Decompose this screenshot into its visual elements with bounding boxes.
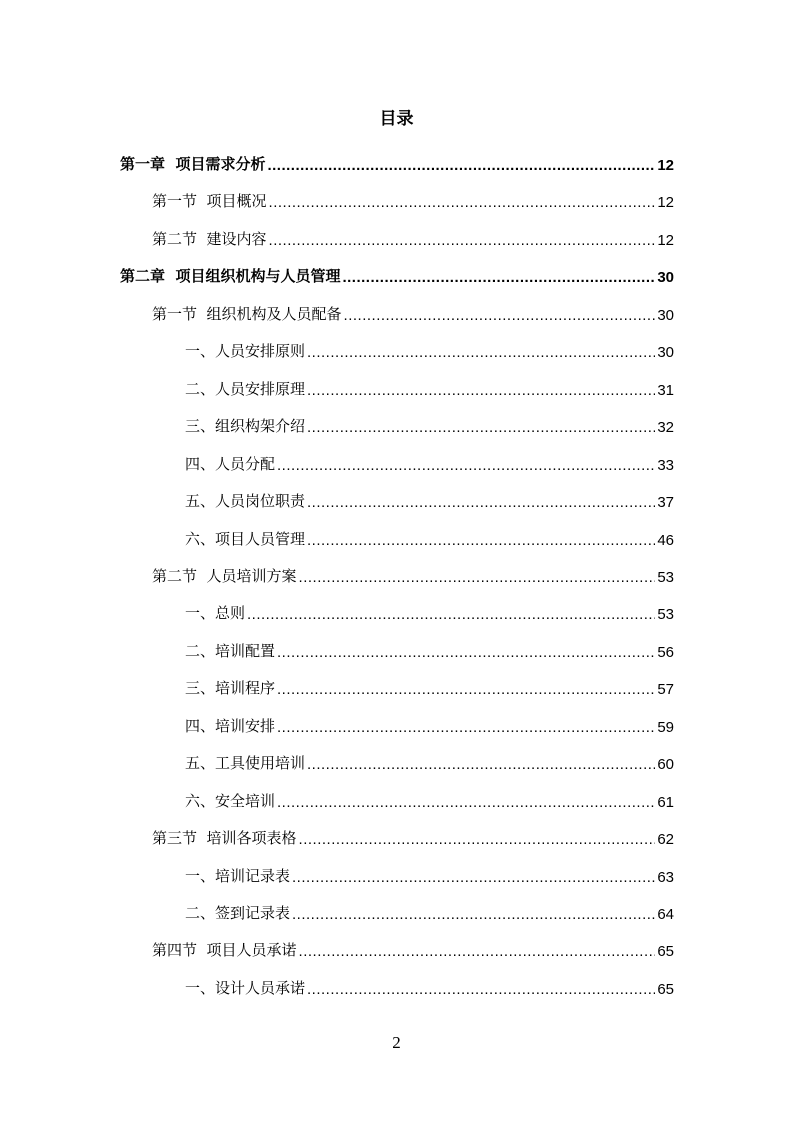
toc-entry-label: 六、安全培训 (185, 791, 276, 810)
toc-entry-page: 62 (657, 831, 674, 849)
toc-entry-label: 五、人员岗位职责 (185, 492, 306, 511)
toc-entry-label: 三、组织构架介绍 (185, 417, 306, 436)
toc-entry-label: 一、培训记录表 (185, 866, 291, 885)
dot-leader (307, 532, 655, 549)
toc-section-entry[interactable] (152, 822, 674, 848)
toc-entry-page: 53 (657, 606, 674, 624)
toc-subsection-entry[interactable] (185, 335, 674, 361)
dot-leader (269, 194, 656, 211)
dot-leader (277, 457, 655, 474)
toc-entry-label: 第一章 项目需求分析 (120, 155, 266, 173)
toc-subsection-entry[interactable] (185, 710, 674, 736)
toc-entry-label: 四、人员分配 (185, 454, 276, 473)
toc-subsection-entry[interactable] (185, 373, 674, 399)
toc-entry-page: 31 (657, 381, 674, 399)
toc-subsection-entry[interactable] (185, 897, 674, 923)
dot-leader (344, 307, 656, 324)
dot-leader (299, 831, 656, 848)
dot-leader (277, 681, 655, 698)
toc-entry-page: 64 (657, 906, 674, 923)
toc-section-entry[interactable] (152, 298, 674, 324)
toc-entry-page: 30 (657, 269, 674, 287)
dot-leader (277, 794, 655, 811)
toc-entry-label: 四、培训安排 (185, 716, 276, 735)
toc-entry-label: 第三节 培训各项表格 (152, 829, 297, 848)
toc-entry-page: 37 (657, 494, 674, 512)
dot-leader (292, 869, 655, 886)
dot-leader (342, 269, 655, 286)
toc-section-entry[interactable] (152, 934, 674, 960)
toc-subsection-entry[interactable] (185, 747, 674, 773)
toc-title: 目录 (379, 109, 414, 129)
toc-chapter-entry[interactable] (120, 148, 674, 174)
dot-leader (307, 344, 655, 361)
toc-entry-label: 二、培训配置 (185, 641, 276, 660)
toc-section-entry[interactable] (152, 185, 674, 211)
toc-subsection-entry[interactable] (185, 972, 674, 998)
toc-subsection-entry[interactable] (185, 523, 674, 549)
toc-entry-page: 63 (657, 868, 674, 886)
toc-entry-label: 第二节 人员培训方案 (152, 566, 297, 585)
dot-leader (277, 644, 655, 661)
dot-leader (299, 943, 656, 960)
toc-entry-page: 60 (657, 756, 674, 774)
toc-entry-label: 一、人员安排原则 (185, 342, 306, 361)
toc-entry-page: 12 (657, 157, 674, 174)
dot-leader (307, 756, 655, 773)
toc-chapter-entry[interactable] (120, 260, 674, 286)
toc-subsection-entry[interactable] (185, 635, 674, 661)
dot-leader (269, 232, 656, 249)
toc-section-entry[interactable] (152, 560, 674, 586)
toc-entry-page: 30 (657, 344, 674, 362)
toc-entry-page: 32 (657, 419, 674, 437)
toc-entry-label: 二、人员安排原理 (185, 379, 306, 398)
dot-leader (267, 157, 655, 174)
toc-entry-page: 59 (657, 718, 674, 736)
toc-entry-label: 一、总则 (185, 604, 246, 623)
dot-leader (307, 382, 655, 399)
dot-leader (299, 569, 656, 586)
page-number: 2 (392, 1033, 401, 1052)
toc-entry-label: 第四节 项目人员承诺 (152, 941, 297, 960)
toc-entry-page: 46 (657, 531, 674, 549)
toc-entry-label: 六、项目人员管理 (185, 529, 306, 548)
toc-entry-page: 65 (657, 980, 674, 998)
toc-subsection-entry[interactable] (185, 672, 674, 698)
toc-entry-label: 第一节 项目概况 (152, 192, 267, 211)
toc-subsection-entry[interactable] (185, 448, 674, 474)
dot-leader (247, 606, 655, 623)
toc-entry-page: 53 (657, 568, 674, 586)
toc-subsection-entry[interactable] (185, 410, 674, 436)
toc-subsection-entry[interactable] (185, 485, 674, 511)
toc-entry-label: 第一节 组织机构及人员配备 (152, 304, 342, 323)
toc-entry-label: 二、签到记录表 (185, 904, 291, 922)
toc-entry-page: 56 (657, 643, 674, 661)
dot-leader (307, 494, 655, 511)
toc-entry-page: 12 (657, 194, 674, 212)
toc-entry-page: 12 (657, 231, 674, 249)
toc-entry-page: 61 (657, 793, 674, 811)
toc-entry-label: 三、培训程序 (185, 679, 276, 698)
toc-entry-page: 33 (657, 456, 674, 474)
toc-entry-label: 一、设计人员承诺 (185, 978, 306, 997)
toc-entry-page: 57 (657, 681, 674, 699)
toc-entry-page: 65 (657, 943, 674, 961)
toc-entry-label: 第二章 项目组织机构与人员管理 (120, 267, 341, 286)
toc-subsection-entry[interactable] (185, 785, 674, 811)
dot-leader (277, 719, 655, 736)
toc-entry-label: 第二节 建设内容 (152, 229, 267, 248)
dot-leader (292, 906, 655, 923)
dot-leader (307, 419, 655, 436)
toc-subsection-entry[interactable] (185, 597, 674, 623)
toc-section-entry[interactable] (152, 223, 674, 249)
dot-leader (307, 981, 655, 998)
toc-subsection-entry[interactable] (185, 860, 674, 886)
toc-entry-page: 30 (657, 306, 674, 324)
toc-entry-label: 五、工具使用培训 (185, 754, 306, 773)
